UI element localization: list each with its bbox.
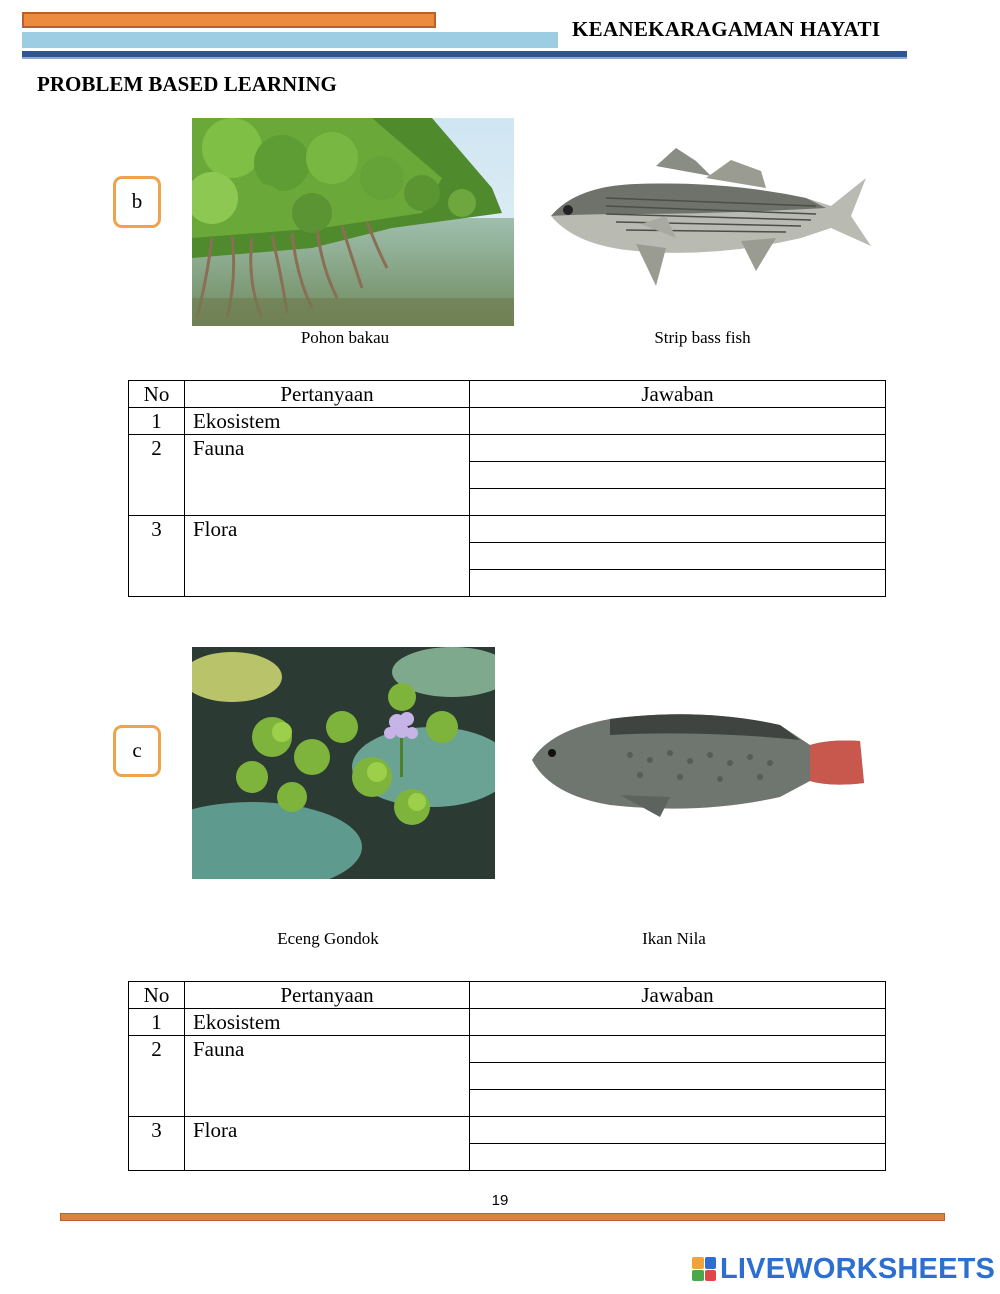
- liveworksheets-logo-icon: [692, 1257, 716, 1281]
- section-title: PROBLEM BASED LEARNING: [37, 72, 337, 96]
- brand-name: LIVEWORKSHEETS: [720, 1252, 996, 1285]
- table-row: [129, 435, 886, 462]
- answer-field[interactable]: [470, 1009, 886, 1036]
- answer-field[interactable]: [470, 435, 886, 462]
- answer-field[interactable]: [470, 1036, 886, 1063]
- caption-pohon-bakau: Pohon bakau: [300, 328, 390, 347]
- row-number: 1: [129, 408, 185, 435]
- table-row: [129, 1009, 886, 1036]
- header-blue-bar: [22, 32, 558, 48]
- row-question: Fauna: [185, 1036, 470, 1117]
- item-label-c: c: [113, 725, 161, 777]
- caption-eceng-gondok: Eceng Gondok: [277, 929, 379, 948]
- liveworksheets-brand[interactable]: [692, 1252, 995, 1286]
- header-pertanyaan: Pertanyaan: [185, 982, 470, 1009]
- row-number: 2: [129, 435, 185, 516]
- header-pertanyaan: Pertanyaan: [185, 381, 470, 408]
- item-label-b: b: [113, 176, 161, 228]
- header-jawaban: Jawaban: [470, 982, 886, 1009]
- answer-field[interactable]: [470, 1144, 886, 1171]
- striped-bass-photo: [546, 146, 872, 294]
- table-header-row: [129, 381, 886, 408]
- answer-field[interactable]: [470, 1117, 886, 1144]
- footer-orange-bar: [60, 1213, 945, 1221]
- row-question: Flora: [185, 1117, 470, 1171]
- tilapia-photo: [530, 705, 866, 823]
- table-row: [129, 1036, 886, 1063]
- row-number: 1: [129, 1009, 185, 1036]
- question-table-c: [128, 981, 886, 1171]
- header-navy-rule: [22, 51, 907, 59]
- answer-field[interactable]: [470, 1090, 886, 1117]
- answer-field[interactable]: [470, 1063, 886, 1090]
- table-header-row: [129, 982, 886, 1009]
- row-question: Flora: [185, 516, 470, 597]
- answer-field[interactable]: [470, 462, 886, 489]
- question-table-b: [128, 380, 886, 597]
- mangrove-photo: [192, 118, 514, 326]
- header-title: KEANEKARAGAMAN HAYATI: [572, 17, 881, 41]
- header-orange-bar: [22, 12, 436, 28]
- page-number: 19: [491, 1192, 509, 1209]
- answer-field[interactable]: [470, 489, 886, 516]
- answer-field[interactable]: [470, 570, 886, 597]
- caption-ikan-nila: Ikan Nila: [642, 929, 706, 948]
- answer-field[interactable]: [470, 408, 886, 435]
- header-no: No: [129, 982, 185, 1009]
- row-number: 3: [129, 1117, 185, 1171]
- row-question: Ekosistem: [185, 408, 470, 435]
- answer-field[interactable]: [470, 516, 886, 543]
- row-question: Fauna: [185, 435, 470, 516]
- header-no: No: [129, 381, 185, 408]
- row-question: Ekosistem: [185, 1009, 470, 1036]
- table-row: [129, 1117, 886, 1144]
- header-jawaban: Jawaban: [470, 381, 886, 408]
- row-number: 2: [129, 1036, 185, 1117]
- caption-strip-bass-fish: Strip bass fish: [654, 328, 751, 347]
- answer-field[interactable]: [470, 543, 886, 570]
- row-number: 3: [129, 516, 185, 597]
- table-row: [129, 408, 886, 435]
- table-row: [129, 516, 886, 543]
- water-hyacinth-photo: [192, 647, 495, 879]
